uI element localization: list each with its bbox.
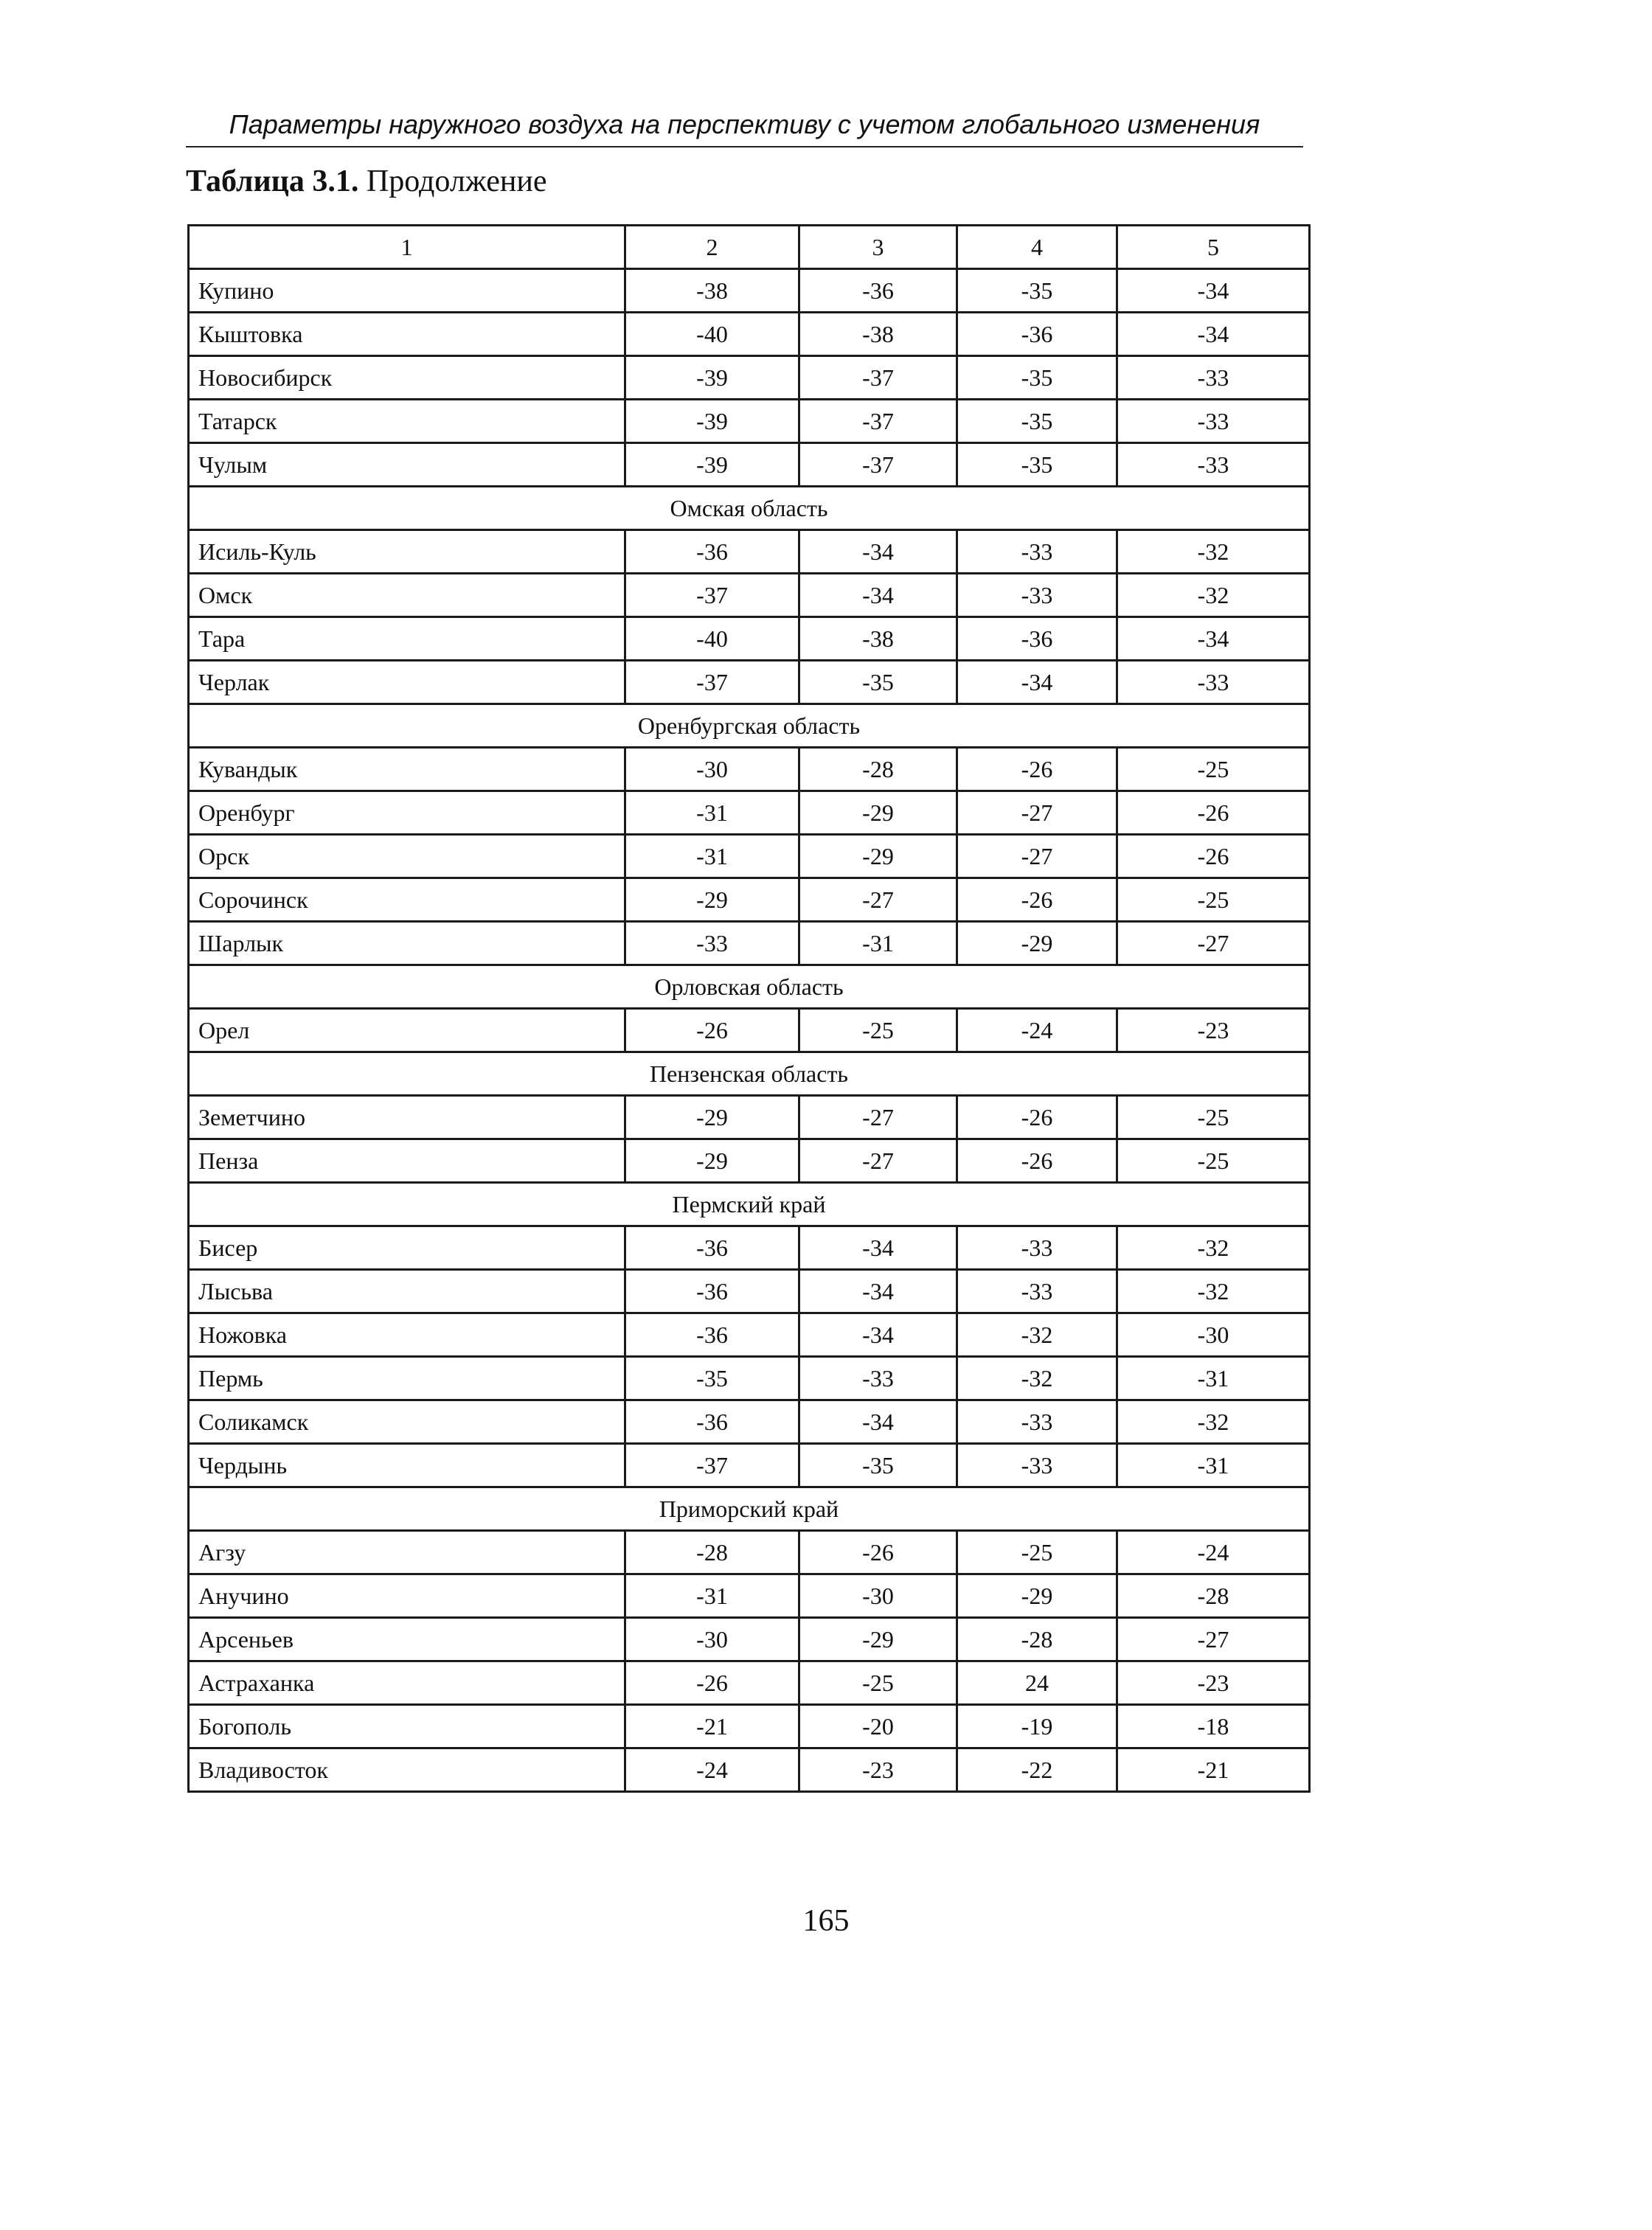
table-row bbox=[189, 922, 1310, 965]
value-cell: -39 bbox=[625, 356, 799, 400]
value-cell: -27 bbox=[1117, 1618, 1310, 1661]
station-name-cell: Анучино bbox=[189, 1574, 625, 1618]
value-cell: -22 bbox=[957, 1748, 1117, 1792]
value-cell: -29 bbox=[799, 1618, 957, 1661]
value-cell: -26 bbox=[1117, 835, 1310, 878]
value-cell: -25 bbox=[1117, 748, 1310, 791]
value-cell: -24 bbox=[625, 1748, 799, 1792]
value-cell: -25 bbox=[1117, 1096, 1310, 1139]
value-cell: -32 bbox=[1117, 1400, 1310, 1444]
value-cell: -26 bbox=[957, 1096, 1117, 1139]
value-cell: -34 bbox=[1117, 313, 1310, 356]
value-cell: -29 bbox=[625, 1139, 799, 1183]
value-cell: -35 bbox=[957, 356, 1117, 400]
value-cell: -37 bbox=[625, 1444, 799, 1487]
station-name-cell: Богополь bbox=[189, 1705, 625, 1748]
value-cell: -35 bbox=[957, 443, 1117, 487]
table-row bbox=[189, 313, 1310, 356]
value-cell: -29 bbox=[799, 835, 957, 878]
station-name-cell: Арсеньев bbox=[189, 1618, 625, 1661]
value-cell: -34 bbox=[799, 1313, 957, 1357]
value-cell: -29 bbox=[625, 878, 799, 922]
value-cell: -34 bbox=[1117, 269, 1310, 313]
table-row bbox=[189, 1270, 1310, 1313]
value-cell: -31 bbox=[1117, 1444, 1310, 1487]
value-cell: -36 bbox=[957, 617, 1117, 661]
value-cell: -21 bbox=[625, 1705, 799, 1748]
value-cell: -31 bbox=[625, 1574, 799, 1618]
value-cell: -36 bbox=[625, 1400, 799, 1444]
station-name-cell: Кыштовка bbox=[189, 313, 625, 356]
table-header-row bbox=[189, 226, 1310, 269]
table-row bbox=[189, 1574, 1310, 1618]
table-row bbox=[189, 1096, 1310, 1139]
value-cell: -34 bbox=[957, 661, 1117, 704]
column-header: 3 bbox=[799, 226, 957, 269]
value-cell: -40 bbox=[625, 617, 799, 661]
value-cell: -38 bbox=[625, 269, 799, 313]
value-cell: -33 bbox=[957, 574, 1117, 617]
station-name-cell: Орел bbox=[189, 1009, 625, 1052]
station-name-cell: Астраханка bbox=[189, 1661, 625, 1705]
value-cell: -37 bbox=[799, 356, 957, 400]
table-caption-label: Таблица 3.1. bbox=[186, 164, 359, 198]
station-name-cell: Соликамск bbox=[189, 1400, 625, 1444]
table-row bbox=[189, 617, 1310, 661]
value-cell: -33 bbox=[957, 1400, 1117, 1444]
value-cell: -36 bbox=[799, 269, 957, 313]
table-row bbox=[189, 1748, 1310, 1792]
page-number: 165 bbox=[802, 1904, 850, 1938]
value-cell: -27 bbox=[799, 1139, 957, 1183]
table-row bbox=[189, 1139, 1310, 1183]
value-cell: -38 bbox=[799, 313, 957, 356]
table-row bbox=[189, 1400, 1310, 1444]
value-cell: -28 bbox=[799, 748, 957, 791]
value-cell: -27 bbox=[799, 878, 957, 922]
station-name-cell: Ножовка bbox=[189, 1313, 625, 1357]
value-cell: -25 bbox=[957, 1531, 1117, 1574]
value-cell: -18 bbox=[1117, 1705, 1310, 1748]
value-cell: -29 bbox=[957, 1574, 1117, 1618]
column-header: 4 bbox=[957, 226, 1117, 269]
station-name-cell: Владивосток bbox=[189, 1748, 625, 1792]
value-cell: -35 bbox=[957, 269, 1117, 313]
station-name-cell: Оренбург bbox=[189, 791, 625, 835]
value-cell: -33 bbox=[1117, 443, 1310, 487]
value-cell: -34 bbox=[799, 574, 957, 617]
table-row bbox=[189, 1661, 1310, 1705]
value-cell: -29 bbox=[625, 1096, 799, 1139]
value-cell: -35 bbox=[957, 400, 1117, 443]
value-cell: -26 bbox=[957, 748, 1117, 791]
station-name-cell: Шарлык bbox=[189, 922, 625, 965]
region-row bbox=[189, 1052, 1310, 1096]
value-cell: -34 bbox=[799, 1270, 957, 1313]
value-cell: -31 bbox=[625, 791, 799, 835]
value-cell: -33 bbox=[957, 1444, 1117, 1487]
value-cell: -34 bbox=[799, 1226, 957, 1270]
station-name-cell: Агзу bbox=[189, 1531, 625, 1574]
station-name-cell: Новосибирск bbox=[189, 356, 625, 400]
value-cell: -33 bbox=[1117, 400, 1310, 443]
table-row bbox=[189, 443, 1310, 487]
table-caption-text: Продолжение bbox=[366, 164, 547, 198]
value-cell: -37 bbox=[625, 574, 799, 617]
value-cell: -27 bbox=[957, 835, 1117, 878]
station-name-cell: Пермь bbox=[189, 1357, 625, 1400]
running-header: Параметры наружного воздуха на перспективу с учетом глобального изменения bbox=[186, 103, 1303, 147]
value-cell: -29 bbox=[957, 922, 1117, 965]
table-row bbox=[189, 835, 1310, 878]
value-cell: -33 bbox=[957, 530, 1117, 574]
station-name-cell: Орск bbox=[189, 835, 625, 878]
station-name-cell: Исиль-Куль bbox=[189, 530, 625, 574]
value-cell: -30 bbox=[1117, 1313, 1310, 1357]
value-cell: -33 bbox=[625, 922, 799, 965]
region-row bbox=[189, 1487, 1310, 1531]
value-cell: -31 bbox=[799, 922, 957, 965]
value-cell: -28 bbox=[625, 1531, 799, 1574]
value-cell: -33 bbox=[1117, 356, 1310, 400]
station-name-cell: Кувандык bbox=[189, 748, 625, 791]
value-cell: -37 bbox=[625, 661, 799, 704]
value-cell: -32 bbox=[957, 1357, 1117, 1400]
station-name-cell: Татарск bbox=[189, 400, 625, 443]
region-heading: Омская область bbox=[189, 487, 1310, 530]
column-header: 2 bbox=[625, 226, 799, 269]
value-cell: -36 bbox=[625, 1270, 799, 1313]
value-cell: -32 bbox=[1117, 574, 1310, 617]
value-cell: -25 bbox=[1117, 878, 1310, 922]
station-name-cell: Чердынь bbox=[189, 1444, 625, 1487]
station-name-cell: Омск bbox=[189, 574, 625, 617]
value-cell: -33 bbox=[799, 1357, 957, 1400]
table-row bbox=[189, 1444, 1310, 1487]
value-cell: -21 bbox=[1117, 1748, 1310, 1792]
region-heading: Оренбургская область bbox=[189, 704, 1310, 748]
value-cell: -26 bbox=[625, 1661, 799, 1705]
station-name-cell: Черлак bbox=[189, 661, 625, 704]
table-row bbox=[189, 661, 1310, 704]
table-row bbox=[189, 1531, 1310, 1574]
table-body bbox=[189, 269, 1310, 1792]
value-cell: -35 bbox=[799, 661, 957, 704]
value-cell: -37 bbox=[799, 400, 957, 443]
value-cell: -32 bbox=[1117, 530, 1310, 574]
column-header: 5 bbox=[1117, 226, 1310, 269]
value-cell: -33 bbox=[957, 1270, 1117, 1313]
value-cell: -28 bbox=[957, 1618, 1117, 1661]
value-cell: -27 bbox=[957, 791, 1117, 835]
value-cell: -26 bbox=[799, 1531, 957, 1574]
value-cell: -27 bbox=[799, 1096, 957, 1139]
station-name-cell: Купино bbox=[189, 269, 625, 313]
value-cell: -34 bbox=[1117, 617, 1310, 661]
table-row bbox=[189, 1313, 1310, 1357]
region-heading: Приморский край bbox=[189, 1487, 1310, 1531]
table-row bbox=[189, 748, 1310, 791]
value-cell: -40 bbox=[625, 313, 799, 356]
table-row bbox=[189, 1705, 1310, 1748]
table-caption bbox=[186, 159, 547, 204]
value-cell: -36 bbox=[625, 1313, 799, 1357]
value-cell: -27 bbox=[1117, 922, 1310, 965]
station-name-cell: Сорочинск bbox=[189, 878, 625, 922]
value-cell: -30 bbox=[799, 1574, 957, 1618]
region-row bbox=[189, 704, 1310, 748]
region-row bbox=[189, 965, 1310, 1009]
value-cell: -26 bbox=[957, 1139, 1117, 1183]
region-row bbox=[189, 1183, 1310, 1226]
value-cell: -32 bbox=[1117, 1270, 1310, 1313]
value-cell: -32 bbox=[957, 1313, 1117, 1357]
value-cell: -34 bbox=[799, 1400, 957, 1444]
region-heading: Орловская область bbox=[189, 965, 1310, 1009]
value-cell: -28 bbox=[1117, 1574, 1310, 1618]
value-cell: -39 bbox=[625, 400, 799, 443]
value-cell: 24 bbox=[957, 1661, 1117, 1705]
station-name-cell: Земетчино bbox=[189, 1096, 625, 1139]
value-cell: -37 bbox=[799, 443, 957, 487]
value-cell: -26 bbox=[625, 1009, 799, 1052]
value-cell: -29 bbox=[799, 791, 957, 835]
table-row bbox=[189, 1226, 1310, 1270]
value-cell: -24 bbox=[957, 1009, 1117, 1052]
value-cell: -31 bbox=[1117, 1357, 1310, 1400]
value-cell: -36 bbox=[957, 313, 1117, 356]
table-row bbox=[189, 269, 1310, 313]
value-cell: -23 bbox=[1117, 1661, 1310, 1705]
table-row bbox=[189, 356, 1310, 400]
table-row bbox=[189, 1009, 1310, 1052]
value-cell: -25 bbox=[799, 1009, 957, 1052]
station-name-cell: Лысьва bbox=[189, 1270, 625, 1313]
value-cell: -19 bbox=[957, 1705, 1117, 1748]
table-row bbox=[189, 878, 1310, 922]
value-cell: -31 bbox=[625, 835, 799, 878]
climate-table bbox=[187, 224, 1311, 1793]
value-cell: -36 bbox=[625, 1226, 799, 1270]
value-cell: -32 bbox=[1117, 1226, 1310, 1270]
value-cell: -36 bbox=[625, 530, 799, 574]
column-header: 1 bbox=[189, 226, 625, 269]
value-cell: -38 bbox=[799, 617, 957, 661]
table-row bbox=[189, 1357, 1310, 1400]
station-name-cell: Бисер bbox=[189, 1226, 625, 1270]
value-cell: -23 bbox=[799, 1748, 957, 1792]
region-heading: Пензенская область bbox=[189, 1052, 1310, 1096]
region-heading: Пермский край bbox=[189, 1183, 1310, 1226]
value-cell: -30 bbox=[625, 1618, 799, 1661]
table-row bbox=[189, 791, 1310, 835]
value-cell: -34 bbox=[799, 530, 957, 574]
value-cell: -39 bbox=[625, 443, 799, 487]
station-name-cell: Чулым bbox=[189, 443, 625, 487]
value-cell: -26 bbox=[1117, 791, 1310, 835]
value-cell: -25 bbox=[1117, 1139, 1310, 1183]
value-cell: -33 bbox=[957, 1226, 1117, 1270]
value-cell: -35 bbox=[625, 1357, 799, 1400]
value-cell: -25 bbox=[799, 1661, 957, 1705]
value-cell: -30 bbox=[625, 748, 799, 791]
value-cell: -20 bbox=[799, 1705, 957, 1748]
station-name-cell: Пенза bbox=[189, 1139, 625, 1183]
value-cell: -23 bbox=[1117, 1009, 1310, 1052]
table-row bbox=[189, 530, 1310, 574]
region-row bbox=[189, 487, 1310, 530]
value-cell: -24 bbox=[1117, 1531, 1310, 1574]
station-name-cell: Тара bbox=[189, 617, 625, 661]
table-row bbox=[189, 1618, 1310, 1661]
value-cell: -26 bbox=[957, 878, 1117, 922]
value-cell: -33 bbox=[1117, 661, 1310, 704]
table-row bbox=[189, 574, 1310, 617]
value-cell: -35 bbox=[799, 1444, 957, 1487]
table-row bbox=[189, 400, 1310, 443]
